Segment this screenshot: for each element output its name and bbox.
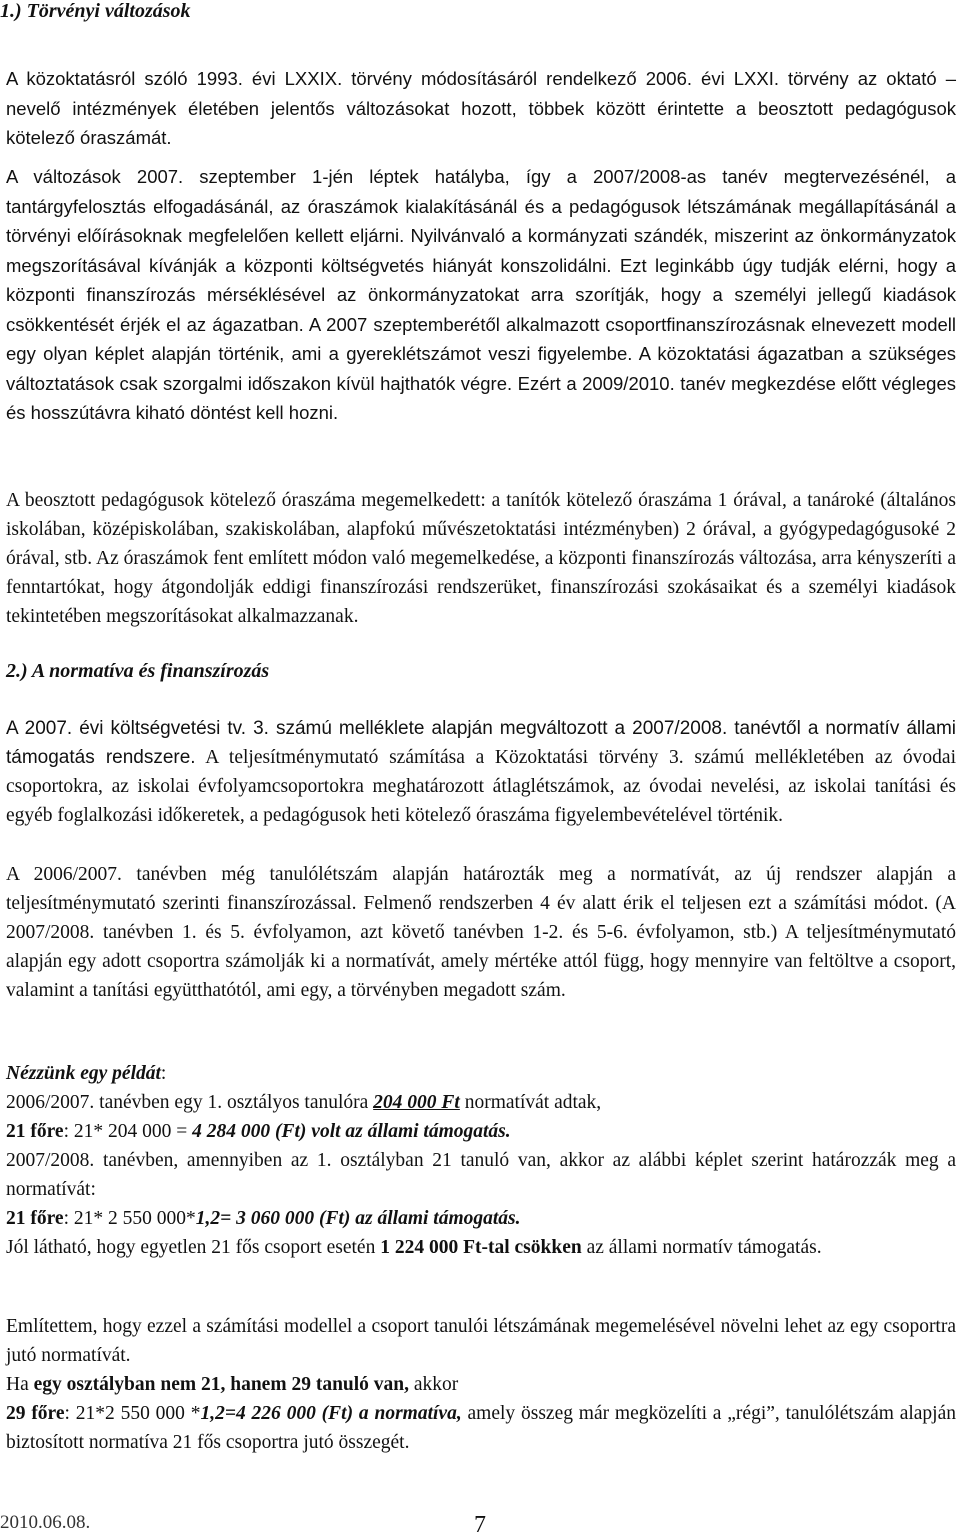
section-2-paragraph-1 <box>6 714 956 830</box>
paragraph-rest: A teljesítménymutató számítása a Közoktatási törvény 3. számú mellékletében az óvodai csoportokra, az iskolai évfolyamcsoportokra meghatározott átlaglétszámok, az óvodai nevelési, az iskolai tanítási és egyéb foglalkozási időkeretek, a pedagógusok heti kötelező óraszáma figyelembevételével történik. <box>6 747 957 826</box>
text-span: akkor <box>409 1374 459 1395</box>
bold-span: 29 főre <box>6 1403 65 1424</box>
text-span: : 21*2 550 000 * <box>64 1403 201 1424</box>
example-line-4 <box>6 1204 956 1233</box>
closing-line-2 <box>6 1370 956 1399</box>
example-line-1 <box>6 1088 956 1117</box>
footer-date: 2010.06.08. <box>0 1512 91 1533</box>
amount-highlight: 204 000 Ft <box>373 1092 460 1113</box>
text-span: Jól látható, hogy egyetlen 21 fős csoport esetén <box>6 1237 381 1258</box>
paragraph-text: A közoktatásról szóló 1993. évi LXXIX. törvény módosításáról rendelkező 2006. évi LXXI. törvény az oktató – nevelő intézmények életében jelentős változásokat hozott, többek között érintette a beosztott pedagógusok kötelező óraszámát. <box>6 68 956 148</box>
text-span: 2006/2007. tanévben egy 1. osztályos tanulóra <box>6 1092 374 1113</box>
example-title-colon: : <box>160 1063 167 1084</box>
section-2-heading: 2.) A normatíva és finanszírozás <box>6 660 270 682</box>
page-number: 7 <box>474 1512 486 1538</box>
section-1-paragraph-1 <box>6 64 956 153</box>
bold-span: 21 főre <box>6 1121 64 1142</box>
result-span: 1,2=4 226 000 (Ft) a normatíva, <box>200 1403 462 1424</box>
section-1-paragraph-2 <box>6 162 956 428</box>
result-span: 4 284 000 (Ft) volt az állami támogatás. <box>192 1121 511 1142</box>
text-span: : 21* 2 550 000* <box>63 1208 196 1229</box>
closing-paragraph: Említettem, hogy ezzel a számítási modellel a csoport tanulói létszámának megemelésével növelni lehet az egy csoportra jutó normatívát. <box>6 1316 956 1366</box>
closing-block <box>6 1312 956 1457</box>
text-span: : 21* 204 000 = <box>63 1121 193 1142</box>
example-title-line <box>6 1059 956 1088</box>
paragraph-text: A beosztott pedagógusok kötelező óraszáma megemelkedett: a tanítók kötelező óraszáma 1 órával, a tanároké (általános iskolában, középiskolában, szakiskolában, alapfokú művészetoktatási intézményben) 2 órával, a gyógypedagógusoké 2 órával, stb. Az óraszámok fent említett módon való megemelkedése, a központi finanszírozás változása, arra kényszeríti a fenntartókat, hogy átgondolják eddigi finanszírozási rendszerüket, finanszírozási szokásaikat és a személyi kiadások tekintetében megszorításokat alkalmazzanak. <box>6 490 956 627</box>
closing-line-3 <box>6 1399 956 1457</box>
text-span: normatívát adtak, <box>459 1092 602 1113</box>
bold-span: egy osztályban nem 21, hanem 29 tanuló van, <box>33 1374 410 1395</box>
section-2-paragraph-2 <box>6 860 956 1005</box>
result-span: 1,2= 3 060 000 (Ft) az állami támogatás. <box>195 1208 521 1229</box>
example-block <box>6 1059 956 1262</box>
text-span: amely összeg már megközelíti a „régi”, tanulólétszám alapján biztosított normatíva 21 fős csoportra jutó összegét. <box>6 1403 957 1453</box>
highlighted-sentence: A 2007. évi költségvetési tv. 3. számú melléklete alapján megváltozott a 2007/2008. tanévtől a normatív állami támogatás rendszere. <box>6 718 956 768</box>
section-1-heading: 1.) Törvényi változások <box>0 0 191 22</box>
example-line-3: 2007/2008. tanévben, amennyiben az 1. osztályban 21 tanuló van, akkor az alábbi képlet szerint határozzák meg a normatívát: <box>6 1150 956 1200</box>
paragraph-text <box>6 714 956 830</box>
bold-span: 21 főre <box>6 1208 64 1229</box>
example-line-5 <box>6 1233 956 1262</box>
section-1-paragraph-3 <box>6 486 956 631</box>
text-span: Ha <box>6 1374 34 1395</box>
paragraph-text: A változások 2007. szeptember 1-jén léptek hatályba, így a 2007/2008-as tanév megtervezésénél, a tantárgyfelosztás elfogadásánál, az óraszámok kialakításánál és a pedagógusok létszámának megállapításánál a törvényi előírásoknak megfelelően kellett eljárni. Nyilvánvaló a kormányzati szándék, miszerint az önkormányzatok megszorításával kívánják a központi költségvetés hiányát konszolidálni. Ezt leginkább úgy tudják elérni, hogy a központi finanszírozás mérséklésével az önkormányzatokat arra szorítják, hogy a személyi jellegű kiadások csökkentését érjék el az ágazatban. A 2007 szeptemberétől alkalmazott csoportfinanszírozásnak elnevezett modell egy olyan képlet alapján történik, ami a gyereklétszámot veszi figyelembe. A közoktatási ágazatban a szükséges változtatások csak szorgalmi időszakon kívül hajthatók végre. Ezért a 2009/2010. tanév megkezdése előtt végleges és hosszútávra kiható döntést kell hozni. <box>6 166 956 423</box>
bold-span: 1 224 000 Ft-tal csökken <box>380 1237 582 1258</box>
text-span: az állami normatív támogatás. <box>581 1237 822 1258</box>
example-title: Nézzünk egy példát <box>6 1063 161 1084</box>
paragraph-text: A 2006/2007. tanévben még tanulólétszám alapján határozták meg a normatívát, az új rendszer alapján a teljesítménymutató szerinti finanszírozással. Felmenő rendszerben 4 év alatt érik el teljesen ezt a számítási módot. (A 2007/2008. tanévben 1. és 5. évfolyamon, azt követő tanévben 1-2. és 5-6. évfolyamon, stb.) A teljesítménymutató alapján egy adott csoportra számolják ki a normatívát, amely mértéke attól függ, hogy mennyire van feltöltve a csoport, valamint a tanítási együtthatótól, ami egy, a törvényben megadott szám. <box>6 864 956 1001</box>
example-line-2 <box>6 1117 956 1146</box>
